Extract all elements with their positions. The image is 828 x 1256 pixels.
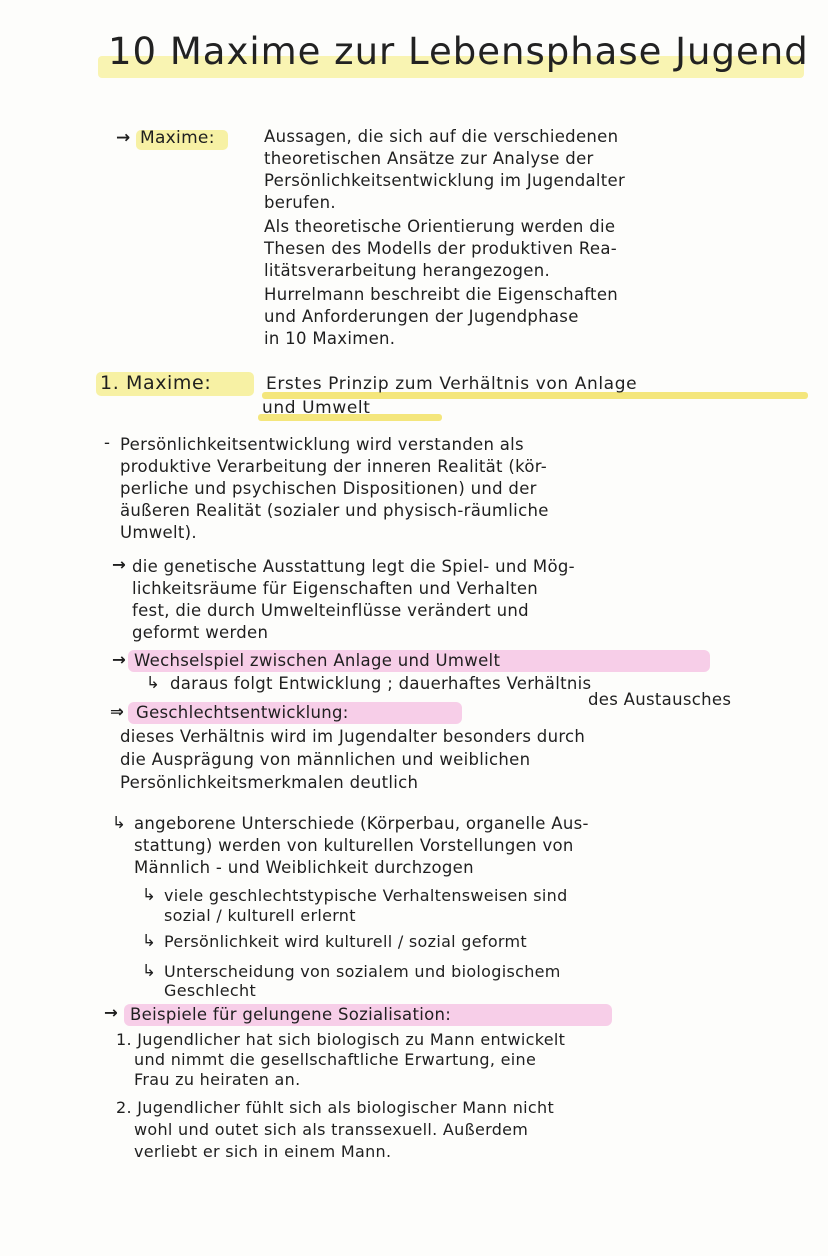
list-item: Persönlichkeit wird kulturell / sozial geformt xyxy=(164,932,527,951)
definition-line: in 10 Maximen. xyxy=(264,329,396,348)
sub-arrow-icon: ↳ xyxy=(142,931,157,950)
example-line: verliebt er sich in einem Mann. xyxy=(134,1142,392,1161)
definition-label: Maxime: xyxy=(140,128,215,148)
text-line: Persönlichkeitsentwicklung wird verstanden als xyxy=(120,435,524,454)
example-line: und nimmt die gesellschaftliche Erwartung, eine xyxy=(134,1050,537,1069)
text-line: daraus folgt Entwicklung ; dauerhaftes Verhältnis xyxy=(170,674,592,693)
text-line: produktive Verarbeitung der inneren Realität (kör- xyxy=(120,457,548,476)
sub-arrow-icon: ↳ xyxy=(112,813,127,832)
page-title: 10 Maxime zur Lebensphase Jugend xyxy=(108,30,809,73)
definition-line: litätsverarbeitung herangezogen. xyxy=(264,261,550,280)
text-line: angeborene Unterschiede (Körperbau, organelle Aus- xyxy=(134,814,589,833)
sub-arrow-icon: ↳ xyxy=(142,961,157,980)
list-item: sozial / kulturell erlernt xyxy=(164,906,356,925)
list-item: Unterscheidung von sozialem und biologischem xyxy=(164,962,561,981)
example-line: wohl und outet sich als transsexuell. Außerdem xyxy=(134,1120,529,1139)
definition-line: Als theoretische Orientierung werden die xyxy=(264,217,616,236)
dash-bullet: - xyxy=(104,433,111,452)
text-line: geformt werden xyxy=(132,623,269,642)
arrow-icon: → xyxy=(116,128,131,148)
text-line: Umwelt). xyxy=(120,523,197,542)
definition-line: Hurrelmann beschreibt die Eigenschaften xyxy=(264,285,619,304)
section-heading: Geschlechtsentwicklung: xyxy=(136,703,349,722)
text-line: des Austausches xyxy=(588,690,732,709)
maxime-heading: und Umwelt xyxy=(262,398,371,418)
definition-line: Thesen des Modells der produktiven Rea- xyxy=(264,239,618,258)
arrow-icon: → xyxy=(104,1003,119,1022)
list-item: Geschlecht xyxy=(164,981,257,1000)
text-line: äußeren Realität (sozialer und physisch-räumliche xyxy=(120,501,549,520)
double-arrow-icon: ⇒ xyxy=(110,702,125,721)
arrow-icon: → xyxy=(112,650,127,669)
text-line: dieses Verhältnis wird im Jugendalter besonders durch xyxy=(120,727,586,746)
sub-arrow-icon: ↳ xyxy=(142,885,157,904)
sub-arrow-icon: ↳ xyxy=(146,673,161,692)
section-heading: Wechselspiel zwischen Anlage und Umwelt xyxy=(134,651,501,670)
definition-line: Aussagen, die sich auf die verschiedenen xyxy=(264,127,619,146)
example-line: Frau zu heiraten an. xyxy=(134,1070,301,1089)
example-line: 1. Jugendlicher hat sich biologisch zu Mann entwickelt xyxy=(116,1030,566,1049)
definition-line: Persönlichkeitsentwicklung im Jugendalter xyxy=(264,171,626,190)
text-line: Persönlichkeitsmerkmalen deutlich xyxy=(120,773,419,792)
text-line: lichkeitsräume für Eigenschaften und Verhalten xyxy=(132,579,539,598)
maxime-heading: Erstes Prinzip zum Verhältnis von Anlage xyxy=(266,374,638,394)
text-line: die genetische Ausstattung legt die Spiel- und Mög- xyxy=(132,557,575,576)
section-heading: Beispiele für gelungene Sozialisation: xyxy=(130,1005,452,1024)
definition-line: theoretischen Ansätze zur Analyse der xyxy=(264,149,594,168)
arrow-icon: → xyxy=(112,555,127,574)
example-line: 2. Jugendlicher fühlt sich als biologischer Mann nicht xyxy=(116,1098,555,1117)
text-line: stattung) werden von kulturellen Vorstellungen von xyxy=(134,836,574,855)
definition-line: und Anforderungen der Jugendphase xyxy=(264,307,579,326)
definition-line: berufen. xyxy=(264,193,336,212)
list-item: viele geschlechtstypische Verhaltensweisen sind xyxy=(164,886,568,905)
text-line: Männlich - und Weiblichkeit durchzogen xyxy=(134,858,474,877)
text-line: perliche und psychischen Dispositionen) und der xyxy=(120,479,537,498)
text-line: fest, die durch Umwelteinflüsse verändert und xyxy=(132,601,529,620)
maxime-label: 1. Maxime: xyxy=(100,372,212,394)
text-line: die Ausprägung von männlichen und weiblichen xyxy=(120,750,531,769)
